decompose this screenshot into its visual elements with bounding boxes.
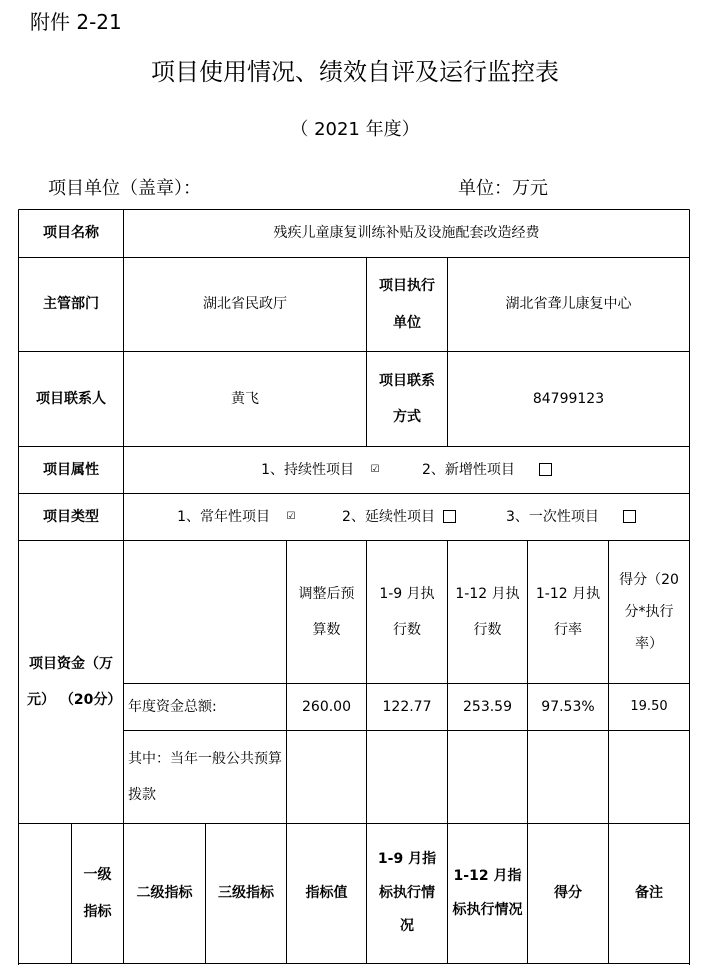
indicator-value: 指标值 [305,885,348,902]
funds-header-exec9: 1-9 月执行数 [379,585,435,638]
department-value: 湖北省民政厅 [203,296,287,313]
type-extended-checkbox[interactable] [443,510,456,523]
attr-option-new: 2、新增性项目 [422,461,515,478]
project-name-value: 残疾儿童康复训练补贴及设施配套改造经费 [273,225,540,242]
type-options [124,494,689,540]
project-name-label: 项目名称 [43,225,99,242]
funds-general-label: 其中：当年一般公共预算拨款 [128,750,282,803]
type-label: 项目类型 [43,508,99,525]
type-annual-checkbox[interactable]: ☑ [286,510,296,522]
annex-number: 附件 2-21 [30,10,122,34]
indicator-score: 得分 [554,885,582,902]
attr-option-continuing: 1、持续性项目 [261,461,354,478]
funds-header-score: 得分（20分*执行率） [619,571,679,653]
type-option-extended: 2、延续性项目 [342,508,435,525]
money-unit-label: 单位：万元 [458,178,548,199]
type-option-onetime: 3、一次性项目 [505,508,599,525]
report-year: （ 2021 年度） [290,119,420,140]
attr-new-checkbox[interactable] [539,463,552,476]
page-title: 项目使用情况、绩效自评及运行监控表 [151,58,559,86]
indicator-level3: 三级指标 [218,885,274,902]
contact-label: 项目联系人 [36,390,106,407]
funds-total-label: 年度资金总额: [128,698,217,715]
indicator-level2: 二级指标 [136,885,193,902]
contact-value: 黄飞 [231,390,259,407]
phone-label: 项目联系方式 [379,372,435,425]
funds-header-budget: 调整后预算数 [298,585,355,638]
type-onetime-checkbox[interactable] [623,510,636,523]
indicator-exec12: 1-12 月指标执行情况 [452,867,523,918]
funds-label: 项目资金（万元） （20分） [27,655,122,708]
attribute-options [124,447,689,493]
type-option-annual: 1、常年性项目 [177,508,271,525]
attribute-label: 项目属性 [43,461,99,478]
funds-total-exec9: 122.77 [382,698,432,715]
indicator-note: 备注 [635,885,663,902]
funds-total-budget: 260.00 [302,698,351,715]
project-unit-label: 项目单位（盖章）： [48,178,201,199]
indicator-level1: 一级指标 [83,867,112,920]
indicator-exec9: 1-9 月指标执行情况 [377,851,437,935]
exec-unit-label: 项目执行单位 [379,278,435,331]
funds-header-exec12: 1-12 月执行数 [455,585,520,638]
funds-total-score: 19.50 [630,699,668,715]
phone-value: 84799123 [532,390,605,407]
funds-total-exec12: 253.59 [463,698,512,715]
department-label: 主管部门 [43,296,99,313]
exec-unit-value: 湖北省聋儿康复中心 [505,296,632,313]
attr-continuing-checkbox[interactable]: ☑ [370,463,380,475]
funds-total-rate: 97.53% [541,698,595,715]
funds-header-rate: 1-12 月执行率 [535,585,601,638]
